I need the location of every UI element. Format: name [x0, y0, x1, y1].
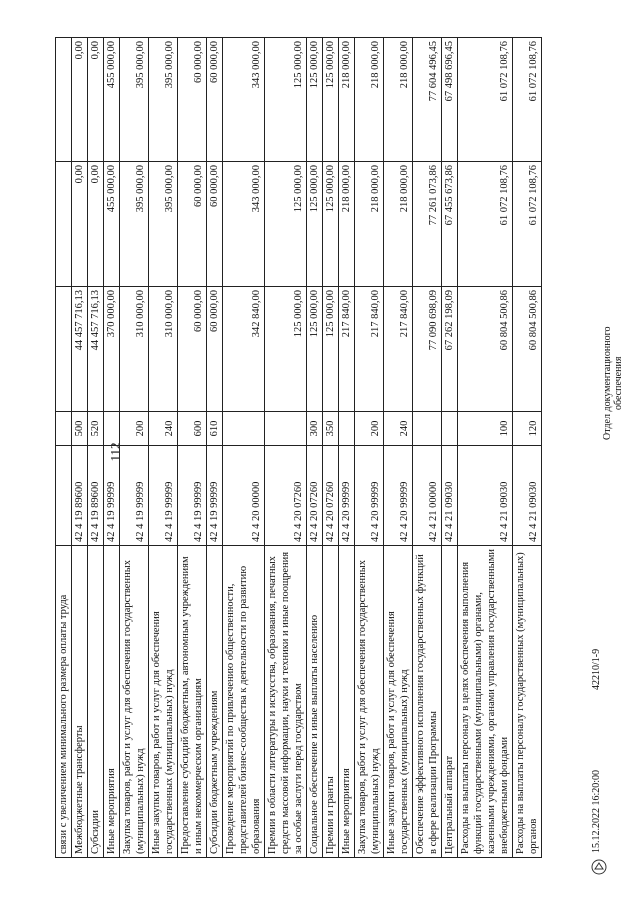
row-amount-year3: 60 000,00: [178, 38, 207, 162]
row-amount-year3: 395 000,00: [120, 38, 149, 162]
row-target-code: 42 4 19 99999: [104, 446, 120, 546]
row-amount-year1: 60 804 500,86: [458, 287, 513, 412]
table-row: [323, 38, 339, 858]
row-target-code: [56, 446, 72, 546]
row-target-code: 42 4 19 99999: [178, 446, 207, 546]
table-row: [149, 38, 178, 858]
row-target-code: 42 4 20 07260: [307, 446, 323, 546]
row-target-code: 42 4 19 89600: [88, 446, 104, 546]
footer-code: 42210/1-9: [591, 648, 602, 690]
row-amount-year2: 395 000,00: [149, 162, 178, 287]
row-name: Расходы на выплаты персоналу в целях обеспечения выполнения функций государственными (муниципальными) органами, казенными учреждениями, органами управления государственными внебюджетными фондами: [458, 546, 513, 858]
row-amount-year2: 218 000,00: [355, 162, 384, 287]
row-target-code: 42 4 20 99999: [355, 446, 384, 546]
row-expense-type: 200: [120, 412, 149, 446]
row-amount-year1: 217 840,00: [355, 287, 384, 412]
row-amount-year2: 61 072 108,76: [513, 162, 542, 287]
row-name: Расходы на выплаты персоналу государственных (муниципальных) органов: [513, 546, 542, 858]
row-amount-year3: 125 000,00: [265, 38, 307, 162]
row-name: Иные закупки товаров, работ и услуг для обеспечения государственных (муниципальных) нужд: [384, 546, 413, 858]
row-amount-year2: [56, 162, 72, 287]
row-amount-year2: 61 072 108,76: [458, 162, 513, 287]
row-expense-type: 240: [384, 412, 413, 446]
row-amount-year3: 218 000,00: [339, 38, 355, 162]
row-name: Закупка товаров, работ и услуг для обеспечения государственных (муниципальных) нужд: [355, 546, 384, 858]
row-amount-year3: 125 000,00: [307, 38, 323, 162]
budget-table-container: [55, 38, 565, 858]
table-row: [307, 38, 323, 858]
row-amount-year2: 77 261 073,86: [413, 162, 442, 287]
row-expense-type: [442, 412, 458, 446]
row-expense-type: 120: [513, 412, 542, 446]
row-amount-year3: 395 000,00: [149, 38, 178, 162]
table-row: [355, 38, 384, 858]
table-row: [384, 38, 413, 858]
row-target-code: 42 4 21 00000: [413, 446, 442, 546]
row-target-code: 42 4 21 09030: [442, 446, 458, 546]
row-amount-year3: 0,00: [88, 38, 104, 162]
row-name: Социальное обеспечение и иные выплаты населению: [307, 546, 323, 858]
row-expense-type: 610: [207, 412, 223, 446]
row-name: связи с увеличением минимального размера оплаты труда: [56, 546, 72, 858]
row-target-code: 42 4 19 99999: [149, 446, 178, 546]
row-amount-year1: 342 840,00: [223, 287, 265, 412]
row-amount-year3: [56, 38, 72, 162]
row-amount-year1: 310 000,00: [120, 287, 149, 412]
row-target-code: 42 4 21 09030: [513, 446, 542, 546]
table-row: [339, 38, 355, 858]
emblem-icon: [590, 858, 608, 876]
page-number: 112: [107, 442, 123, 462]
table-row: [104, 38, 120, 858]
row-name: Иные мероприятия: [339, 546, 355, 858]
table-row: [120, 38, 149, 858]
row-amount-year1: 217 840,00: [384, 287, 413, 412]
row-amount-year1: 370 000,00: [104, 287, 120, 412]
row-target-code: 42 4 19 89600: [72, 446, 88, 546]
row-expense-type: [413, 412, 442, 446]
row-amount-year2: 125 000,00: [265, 162, 307, 287]
table-row: [265, 38, 307, 858]
row-name: Субсидии бюджетным учреждениям: [207, 546, 223, 858]
row-expense-type: 350: [323, 412, 339, 446]
table-row: [178, 38, 207, 858]
footer-datetime: 15.12.2022 16:20:00: [591, 769, 602, 853]
row-amount-year2: 0,00: [72, 162, 88, 287]
table-row: [513, 38, 542, 858]
row-target-code: 42 4 20 99999: [384, 446, 413, 546]
row-target-code: 42 4 20 00000: [223, 446, 265, 546]
row-target-code: 42 4 20 99999: [339, 446, 355, 546]
row-name: Межбюджетные трансферты: [72, 546, 88, 858]
row-name: Премии в области литературы и искусства, образования, печатных средств массовой информации, науки и техники и иные поощрения за особые заслуги перед государством: [265, 546, 307, 858]
row-name: Субсидии: [88, 546, 104, 858]
row-amount-year1: 217 840,00: [339, 287, 355, 412]
row-target-code: 42 4 19 99999: [120, 446, 149, 546]
table-row: [413, 38, 442, 858]
row-amount-year2: 67 455 673,86: [442, 162, 458, 287]
row-amount-year1: 60 804 500,86: [513, 287, 542, 412]
row-target-code: 42 4 20 07260: [323, 446, 339, 546]
row-expense-type: 100: [458, 412, 513, 446]
row-expense-type: [339, 412, 355, 446]
footer-department-line1: Отдел документационного: [602, 326, 613, 440]
row-amount-year1: 125 000,00: [307, 287, 323, 412]
row-amount-year3: 60 000,00: [207, 38, 223, 162]
row-amount-year2: 218 000,00: [339, 162, 355, 287]
row-name: Иные закупки товаров, работ и услуг для обеспечения государственных (муниципальных) нужд: [149, 546, 178, 858]
row-amount-year1: 125 000,00: [323, 287, 339, 412]
row-amount-year2: 455 000,00: [104, 162, 120, 287]
row-name: Премии и гранты: [323, 546, 339, 858]
row-amount-year1: 44 457 716,13: [72, 287, 88, 412]
table-row: [442, 38, 458, 858]
row-amount-year1: [56, 287, 72, 412]
row-expense-type: 300: [307, 412, 323, 446]
row-expense-type: 520: [88, 412, 104, 446]
row-amount-year2: 218 000,00: [384, 162, 413, 287]
row-amount-year2: 125 000,00: [307, 162, 323, 287]
row-target-code: 42 4 19 99999: [207, 446, 223, 546]
row-expense-type: [56, 412, 72, 446]
row-expense-type: 500: [72, 412, 88, 446]
row-expense-type: 200: [355, 412, 384, 446]
footer-department: [602, 327, 624, 440]
row-amount-year1: 310 000,00: [149, 287, 178, 412]
table-row: [56, 38, 72, 858]
table-row: [72, 38, 88, 858]
row-name: Проведение мероприятий по привлечению общественности, представителей бизнес-сообщества к деятельности по развитию образования: [223, 546, 265, 858]
row-expense-type: [223, 412, 265, 446]
row-expense-type: 240: [149, 412, 178, 446]
row-amount-year3: 0,00: [72, 38, 88, 162]
row-expense-type: [104, 412, 120, 446]
table-row: [88, 38, 104, 858]
row-expense-type: 600: [178, 412, 207, 446]
row-name: Обеспечение эффективного исполнения государственных функций в сфере реализации Программы: [413, 546, 442, 858]
row-amount-year1: 77 090 698,09: [413, 287, 442, 412]
row-amount-year2: 395 000,00: [120, 162, 149, 287]
row-amount-year3: 77 604 496,45: [413, 38, 442, 162]
row-amount-year1: 60 000,00: [207, 287, 223, 412]
row-amount-year3: 343 000,00: [223, 38, 265, 162]
row-expense-type: [265, 412, 307, 446]
budget-table: [55, 37, 542, 858]
row-amount-year3: 61 072 108,76: [513, 38, 542, 162]
row-amount-year2: 125 000,00: [323, 162, 339, 287]
row-amount-year2: 343 000,00: [223, 162, 265, 287]
row-name: Иные мероприятия: [104, 546, 120, 858]
row-amount-year2: 60 000,00: [178, 162, 207, 287]
row-target-code: 42 4 20 07260: [265, 446, 307, 546]
row-amount-year1: 125 000,00: [265, 287, 307, 412]
row-amount-year1: 44 457 716,13: [88, 287, 104, 412]
table-row: [458, 38, 513, 858]
row-amount-year3: 455 000,00: [104, 38, 120, 162]
table-row: [207, 38, 223, 858]
row-amount-year2: 60 000,00: [207, 162, 223, 287]
row-amount-year3: 218 000,00: [384, 38, 413, 162]
table-row: [223, 38, 265, 858]
row-amount-year3: 67 498 696,45: [442, 38, 458, 162]
row-amount-year3: 125 000,00: [323, 38, 339, 162]
footer-department-line2: обеспечения: [613, 356, 624, 410]
row-amount-year3: 61 072 108,76: [458, 38, 513, 162]
row-amount-year3: 218 000,00: [355, 38, 384, 162]
row-name: Предоставление субсидий бюджетным, автономным учреждениям и иным некоммерческим организациям: [178, 546, 207, 858]
row-amount-year2: 0,00: [88, 162, 104, 287]
row-name: Центральный аппарат: [442, 546, 458, 858]
row-amount-year1: 67 262 198,09: [442, 287, 458, 412]
row-name: Закупка товаров, работ и услуг для обеспечения государственных (муниципальных) нужд: [120, 546, 149, 858]
budget-table-body: [56, 38, 542, 858]
row-amount-year1: 60 000,00: [178, 287, 207, 412]
row-target-code: 42 4 21 09030: [458, 446, 513, 546]
